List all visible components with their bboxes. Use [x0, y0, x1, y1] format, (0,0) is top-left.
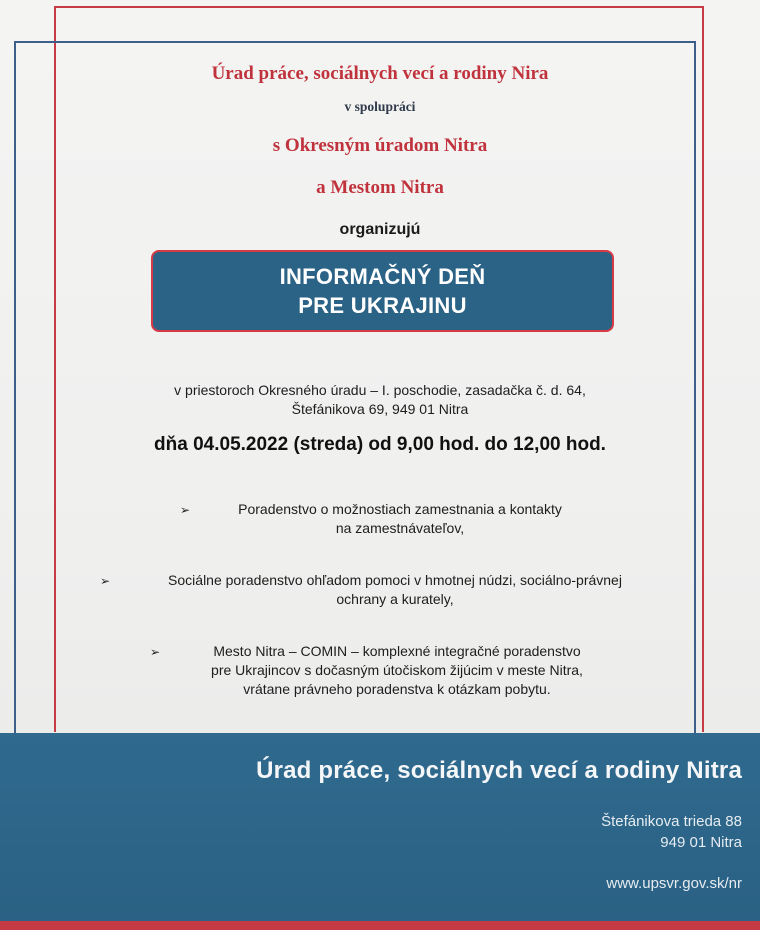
bullet-2-line-1: Sociálne poradenstvo ohľadom pomoci v hmotnej núdzi, sociálno-právnej: [168, 572, 622, 588]
bullet-3-line-2: pre Ukrajincov s dočasným útočiskom žijúcim v meste Nitra,: [211, 662, 583, 678]
event-banner: [151, 250, 614, 332]
organize-label: organizujú: [339, 221, 421, 238]
list-item: [100, 571, 680, 609]
footer-red-stripe: [0, 921, 760, 930]
partner-city: a Mestom Nitra: [316, 177, 444, 198]
banner-line-2: PRE UKRAJINU: [298, 293, 467, 318]
list-item: [180, 500, 610, 538]
bullet-3-line-3: vrátane právneho poradenstva k otázkam pobytu.: [243, 681, 551, 697]
event-date: dňa 04.05.2022 (streda) od 9,00 hod. do 12,00 hod.: [154, 434, 606, 455]
list-item: [150, 642, 634, 699]
organizer-title: Úrad práce, sociálnych vecí a rodiny Nira: [211, 63, 549, 84]
footer-city: 949 01 Nitra: [660, 834, 742, 851]
arrow-bullet-icon: ➢: [150, 645, 161, 659]
bullet-1-line-1: Poradenstvo o možnostiach zamestnania a kontakty: [238, 501, 562, 517]
banner-line-1: INFORMAČNÝ DEŇ: [279, 264, 486, 289]
arrow-bullet-icon: ➢: [180, 503, 191, 517]
cooperation-label: v spolupráci: [344, 99, 416, 114]
footer-street: Štefánikova trieda 88: [601, 813, 742, 830]
footer-website: www.upsvr.gov.sk/nr: [606, 875, 742, 892]
partner-district-office: s Okresným úradom Nitra: [272, 135, 488, 156]
location-line-2: Štefánikova 69, 949 01 Nitra: [291, 401, 469, 417]
bullet-1-line-2: na zamestnávateľov,: [335, 520, 465, 536]
bullet-3-line-1: Mesto Nitra – COMIN – komplexné integračné poradenstvo: [213, 643, 581, 659]
location-line-1: v priestoroch Okresného úradu – I. poschodie, zasadačka č. d. 64,: [174, 382, 586, 398]
footer-title: Úrad práce, sociálnych vecí a rodiny Nitra: [256, 757, 742, 784]
arrow-bullet-icon: ➢: [100, 574, 111, 588]
bullet-2-line-2: ochrany a kurately,: [336, 591, 454, 607]
